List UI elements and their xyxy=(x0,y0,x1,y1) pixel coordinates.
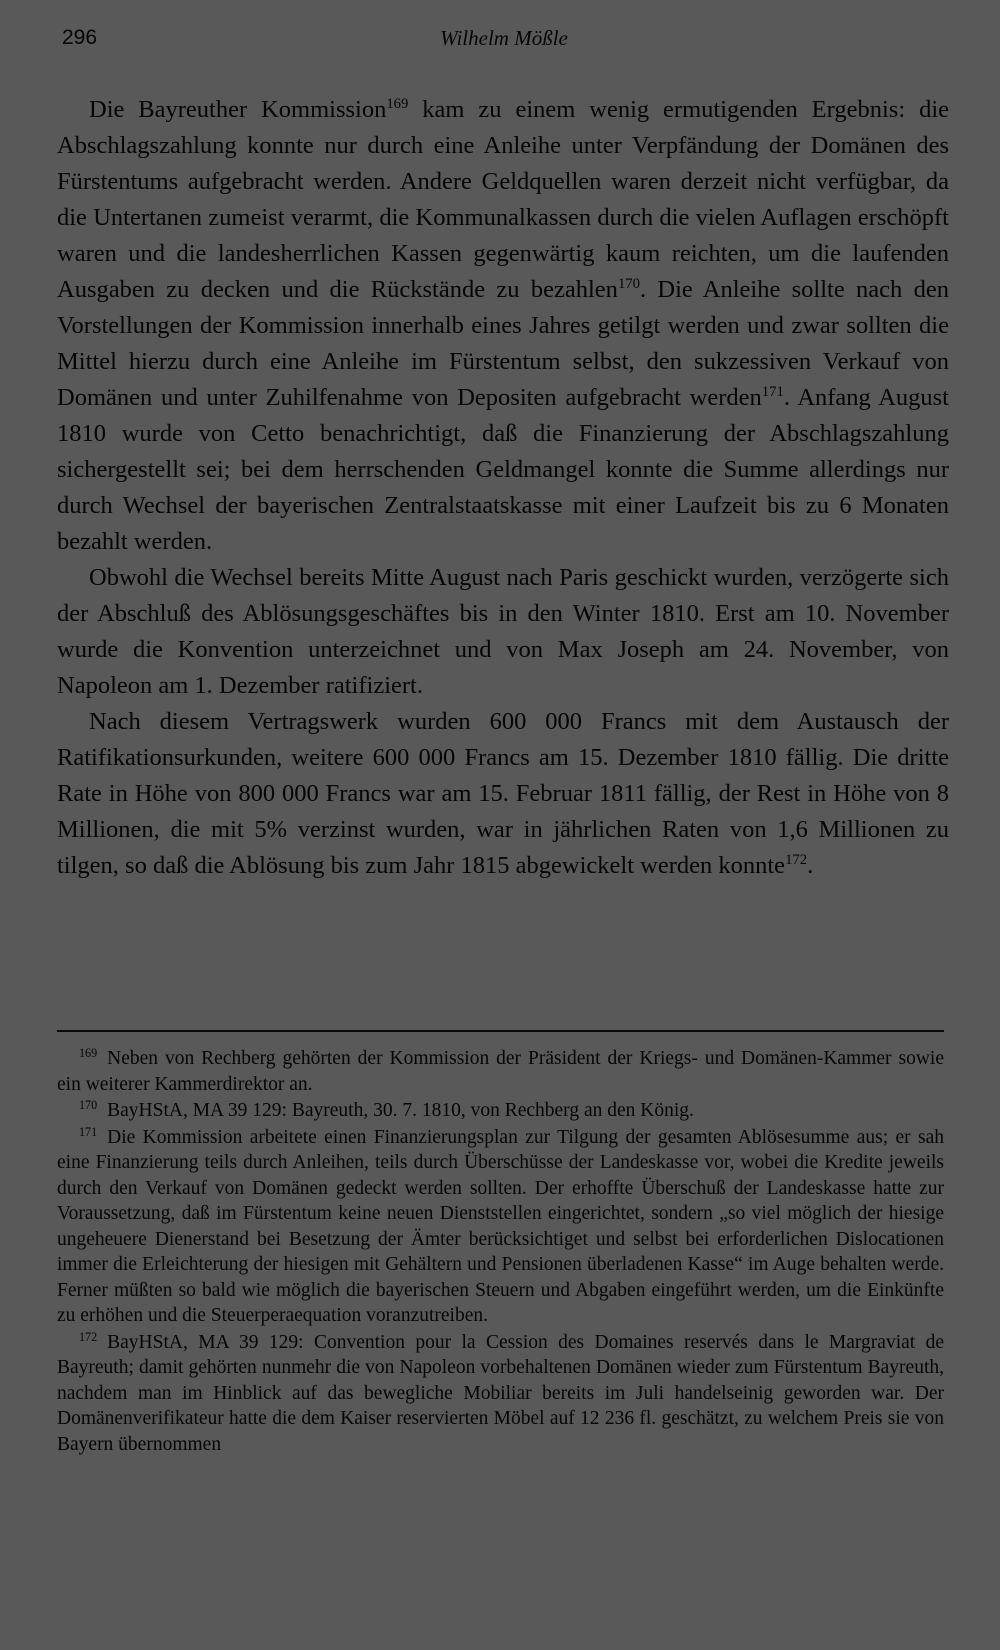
paragraph-3 xyxy=(57,704,949,884)
text-run: . Die Anleihe sollte nach den Vorstellungen der Kommission innerhalb eines Jahres getilgt werden und zwar sollten die Mittel hierzu durch eine Anleihe im Fürstentum selbst, den sukzessiven Verkauf von Domänen und unter Zuhilfenahme von Depositen aufgebracht werden xyxy=(57,276,950,411)
footnote-171 xyxy=(57,1125,944,1329)
text-run: kam zu einem wenig ermutigenden Ergebnis: die Abschlagszahlung konnte nur durch eine Anleihe unter Verpfändung der Domänen des Fürstentums aufgebracht werden. Andere Geldquellen waren derzeit nicht verfügbar, da die Untertanen zumeist verarmt, die Kommunalkassen durch die vielen Auflagen erschöpft waren und die landesherrlichen Kassen gegenwärtig kaum reichten, um die laufenden Ausgaben zu decken und die Rückstände zu bezahlen xyxy=(57,96,950,303)
text-run: Die Bayreuther Kommission xyxy=(89,96,387,123)
footnote-number: 170 xyxy=(79,1098,98,1113)
footnote-ref-172[interactable]: 172 xyxy=(785,852,808,869)
footnote-number: 172 xyxy=(79,1329,98,1344)
footnote-170 xyxy=(57,1098,944,1124)
footnote-ref-169[interactable]: 169 xyxy=(386,96,409,113)
footnote-text: BayHStA, MA 39 129: Bayreuth, 30. 7. 1810, von Rechberg an den König. xyxy=(107,1100,694,1121)
footnote-text: Die Kommission arbeitete einen Finanzierungsplan zur Tilgung der gesamten Ablösesumme aus; er sah eine Finanzierung teils durch Anleihen, teils durch Überschüsse der Landeskasse vor, wobei die Kredite jeweils durch den Verkauf von Domänen gedeckt werden sollten. Der erhoffte Überschuß der Landeskasse hatte zur Voraussetzung, daß im Fürstentum keine neuen Dienststellen eingerichtet, sondern „so viel möglich der hiesige ungeheuere Dienerstand bei Besetzung der Ämter berücksichtiget und selbst bei erforderlichen Dislocationen immer die Erleichterung der hiesigen mit Gehältern und Pensionen überladenen Kasse“ im Auge behalten werde. Ferner müßten so bald wie möglich die bayerischen Steuern und Abgaben eingeführt werden, um die Einkünfte zu erhöhen und die Steuerperaequation voranzutreiben. xyxy=(57,1126,944,1326)
page-number: 296 xyxy=(62,26,98,49)
paragraph-1 xyxy=(57,92,949,560)
text-run: Nach diesem Vertragswerk wurden 600 000 Francs mit dem Austausch der Ratifikationsurkunden, weitere 600 000 Francs am 15. Dezember 1810 fällig. Die dritte Rate in Höhe von 800 000 Francs war am 15. Februar 1811 fällig, der Rest in Höhe von 8 Millionen, die mit 5% verzinst wurden, war in jährlichen Raten von 1,6 Millionen zu tilgen, so daß die Ablösung bis zum Jahr 1815 abgewickelt werden konnte xyxy=(57,708,949,879)
text-run: . xyxy=(807,852,814,879)
text-run: . Anfang August 1810 wurde von Cetto benachrichtigt, daß die Finanzierung der Abschlagszahlung sichergestellt sei; bei dem herrschenden Geldmangel konnte die Summe allerdings nur durch Wechsel der bayerischen Zentralstaatskasse mit einer Laufzeit bis zu 6 Monaten bezahlt werden. xyxy=(57,384,949,555)
footnote-text: BayHStA, MA 39 129: Convention pour la Cession des Domaines reservés dans le Margraviat de Bayreuth; damit gehörten nunmehr die von Napoleon vorbehaltenen Domänen wieder zum Fürstentum Bayreuth, nachdem man im Hinblick auf das bewegliche Mobiliar bereits im Juli handelseinig geworden war. Der Domänenverifikateur hatte die dem Kaiser reservierten Möbel auf 12 236 fl. geschätzt, zu welchem Preis sie von Bayern übernommen xyxy=(57,1331,944,1455)
running-head: Wilhelm Mößle xyxy=(440,26,568,50)
footnote-text: Neben von Rechberg gehörten der Kommission der Präsident der Kriegs- und Domänen-Kammer sowie ein weiterer Kammerdirektor an. xyxy=(57,1048,944,1095)
page-header xyxy=(62,26,946,62)
footnote-ref-170[interactable]: 170 xyxy=(617,276,640,293)
footnote-separator xyxy=(57,1030,944,1032)
main-text xyxy=(57,92,949,884)
paragraph-2: Obwohl die Wechsel bereits Mitte August nach Paris geschickt wurden, verzögerte sich der Abschluß des Ablösungsgeschäftes bis in den Winter 1810. Erst am 10. November wurde die Konvention unterzeichnet und von Max Joseph am 24. November, von Napoleon am 1. Dezember ratifiziert. xyxy=(57,564,949,699)
footnotes xyxy=(57,1046,944,1458)
footnote-number: 171 xyxy=(79,1124,98,1139)
footnote-169 xyxy=(57,1046,944,1097)
footnote-172 xyxy=(57,1330,944,1458)
footnote-ref-171[interactable]: 171 xyxy=(761,384,784,401)
footnote-number: 169 xyxy=(79,1046,98,1061)
